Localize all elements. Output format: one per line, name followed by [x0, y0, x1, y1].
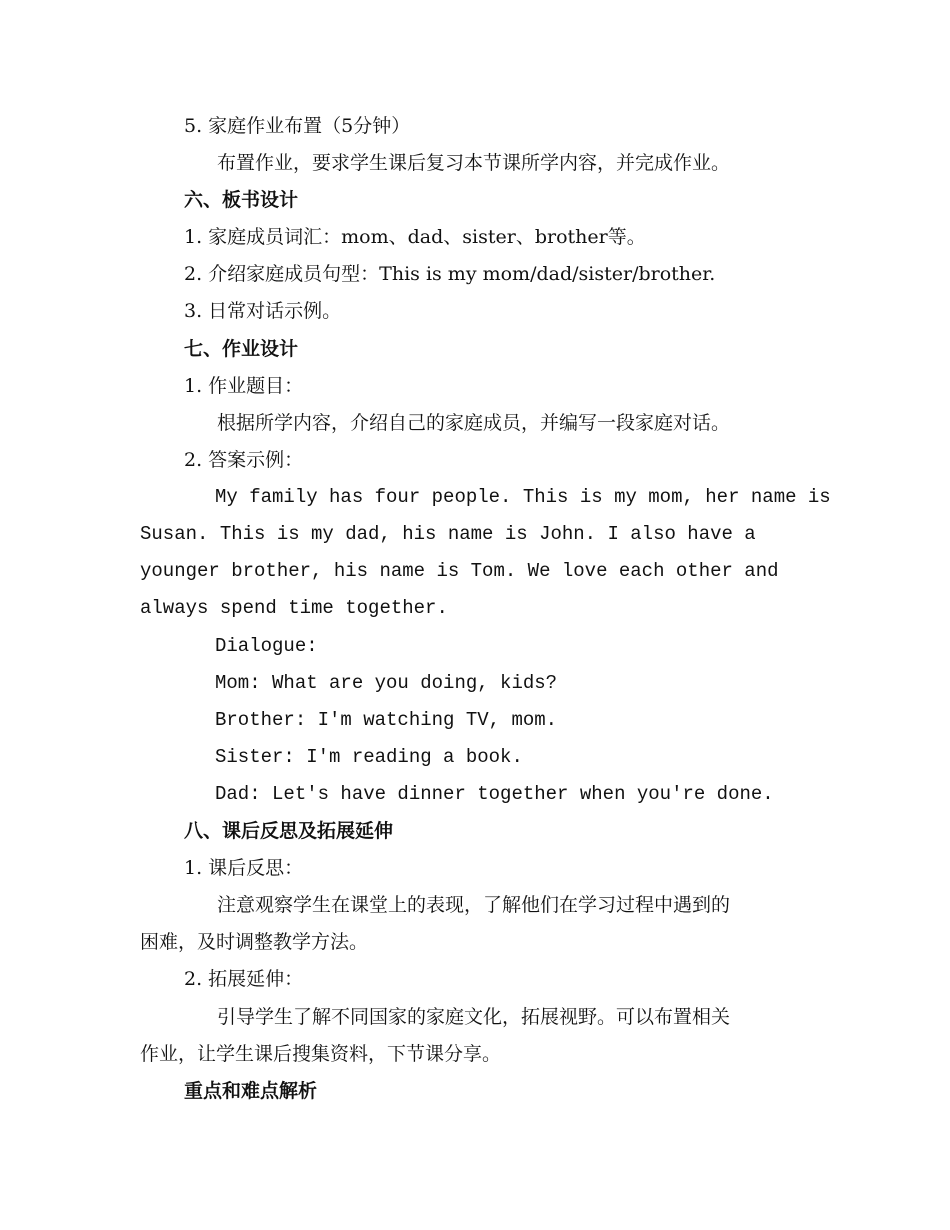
paragraph: 布置作业，要求学生课后复习本节课所学内容，并完成作业。	[217, 152, 731, 174]
list-item: 1. 家庭成员词汇：mom、dad、sister、brother等。	[184, 226, 646, 248]
english-paragraph-line: My family has four people. This is my mom, her name is	[215, 486, 831, 508]
paragraph: 根据所学内容，介绍自己的家庭成员，并编写一段家庭对话。	[217, 412, 731, 434]
paragraph: 注意观察学生在课堂上的表现，了解他们在学习过程中遇到的	[217, 894, 731, 916]
list-item: 2. 答案示例：	[184, 449, 304, 471]
dialogue-line: Mom: What are you doing, kids?	[215, 672, 558, 694]
section-heading-reflection: 八、课后反思及拓展延伸	[184, 820, 394, 842]
dialogue-title: Dialogue:	[215, 635, 318, 657]
list-item-homework-assignment: 5. 家庭作业布置（5分钟）	[184, 115, 411, 137]
list-item: 2. 拓展延伸：	[184, 968, 304, 990]
english-paragraph-line: always spend time together.	[140, 597, 448, 619]
dialogue-line: Brother: I'm watching TV, mom.	[215, 709, 558, 731]
list-item: 2. 介绍家庭成员句型：This is my mom/dad/sister/brother.	[184, 263, 716, 285]
paragraph: 引导学生了解不同国家的家庭文化，拓展视野。可以布置相关	[217, 1006, 731, 1028]
english-paragraph-line: younger brother, his name is Tom. We love each other and	[140, 560, 779, 582]
list-item: 3. 日常对话示例。	[184, 300, 342, 322]
section-heading-board-design: 六、板书设计	[184, 189, 299, 211]
paragraph: 作业，让学生课后搜集资料，下节课分享。	[140, 1043, 502, 1065]
section-heading-key-points: 重点和难点解析	[184, 1080, 318, 1102]
dialogue-line: Dad: Let's have dinner together when you're done.	[215, 783, 774, 805]
list-item: 1. 课后反思：	[184, 857, 304, 879]
paragraph: 困难，及时调整教学方法。	[140, 931, 369, 953]
list-item: 1. 作业题目：	[184, 375, 304, 397]
english-paragraph-line: Susan. This is my dad, his name is John. I also have a	[140, 523, 756, 545]
dialogue-line: Sister: I'm reading a book.	[215, 746, 523, 768]
section-heading-homework-design: 七、作业设计	[184, 338, 299, 360]
